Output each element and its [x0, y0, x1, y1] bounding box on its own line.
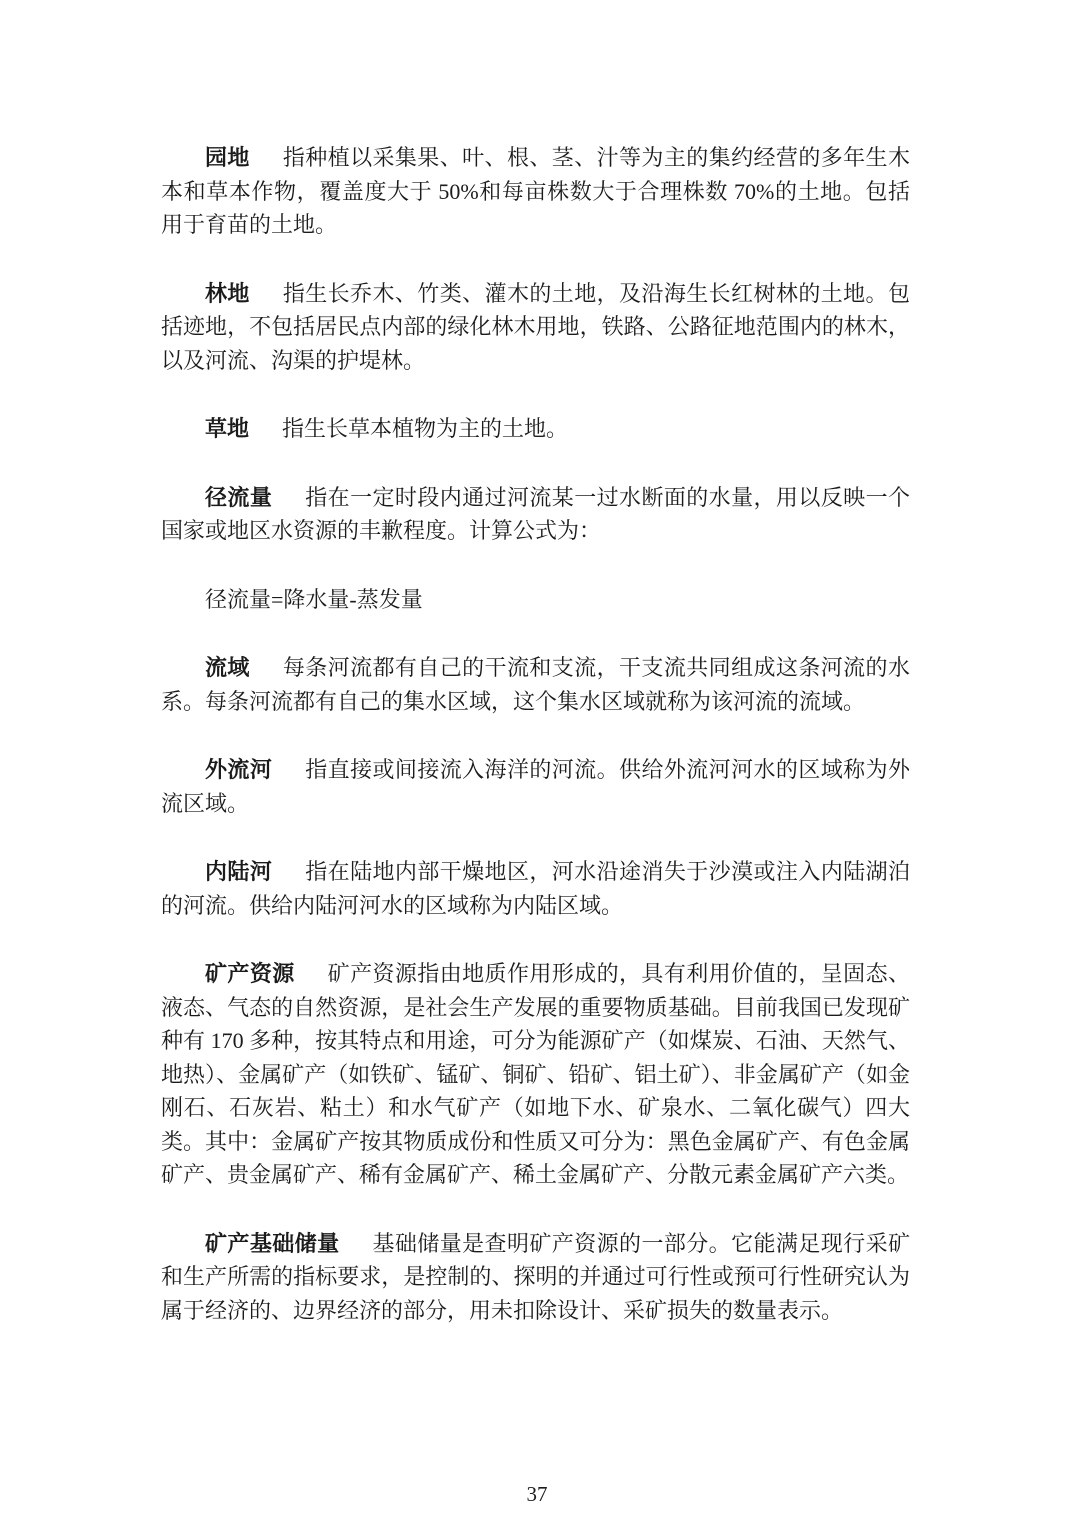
glossary-content	[161, 0, 910, 1362]
glossary-entry-mineral-resources	[161, 957, 910, 1192]
term-exorheic-river: 外流河	[205, 757, 273, 782]
page-number: 37	[526, 1482, 548, 1506]
page-footer	[0, 1482, 1074, 1507]
definition-inland-river: 指在陆地内部干燥地区，河水沿途消失于沙漠或注入内陆湖泊的河流。供给内陆河河水的区域称为内陆区域。	[161, 859, 910, 918]
term-runoff: 径流量	[205, 484, 273, 510]
definition-garden-land: 指种植以采集果、叶、根、茎、汁等为主的集约经营的多年生木本和草本作物，覆盖度大于 50%和每亩株数大于合理株数 70%的土地。包括用于育苗的土地。	[161, 145, 910, 237]
runoff-formula: 径流量=降水量-蒸发量	[205, 586, 423, 612]
term-drainage-basin: 流域	[205, 655, 250, 680]
definition-mineral-resources: 矿产资源指由地质作用形成的，具有利用价值的，呈固态、液态、气态的自然资源，是社会生产发展的重要物质基础。目前我国已发现矿种有 170 多种，按其特点和用途，可分为能源矿产（如煤炭、石油、天然气、地热）、金属矿产（如铁矿、锰矿、铜矿、铅矿、铝土矿）、非金属矿产（如金刚石、石灰岩、粘土）和水气矿产（如地下水、矿泉水、二氧化碳气）四大类。其中：金属矿产按其物质成份和性质又可分为：黑色金属矿产、有色金属矿产、贵金属矿产、稀有金属矿产、稀土金属矿产、分散元素金属矿产六类。	[161, 961, 910, 1187]
term-grassland: 草地	[205, 416, 250, 441]
glossary-entry-inland-river	[161, 855, 910, 922]
definition-mineral-base-reserves: 基础储量是查明矿产资源的一部分。它能满足现行采矿和生产所需的指标要求，是控制的、探明的并通过可行性或预可行性研究认为属于经济的、边界经济的部分，用未扣除设计、采矿损失的数量表示。	[161, 1230, 910, 1323]
glossary-entry-exorheic-river	[161, 753, 910, 820]
term-garden-land: 园地	[205, 145, 250, 170]
glossary-entry-runoff	[161, 481, 910, 548]
definition-runoff: 指在一定时段内通过河流某一过水断面的水量，用以反映一个国家或地区水资源的丰歉程度。计算公式为：	[161, 484, 910, 543]
definition-drainage-basin: 每条河流都有自己的干流和支流，干支流共同组成这条河流的水系。每条河流都有自己的集水区域，这个集水区域就称为该河流的流域。	[161, 655, 910, 714]
glossary-entry-garden-land	[161, 141, 910, 242]
glossary-entry-forest-land	[161, 277, 910, 378]
definition-exorheic-river: 指直接或间接流入海洋的河流。供给外流河河水的区域称为外流区域。	[161, 757, 910, 816]
glossary-entry-drainage-basin	[161, 651, 910, 718]
term-forest-land: 林地	[205, 280, 250, 306]
term-mineral-base-reserves: 矿产基础储量	[205, 1230, 340, 1256]
definition-grassland: 指生长草本植物为主的土地。	[282, 416, 569, 441]
glossary-entry-mineral-base-reserves	[161, 1227, 910, 1328]
glossary-entry-grassland	[161, 412, 910, 446]
term-inland-river: 内陆河	[205, 859, 273, 884]
definition-forest-land: 指生长乔木、竹类、灌木的土地，及沿海生长红树林的土地。包括迹地，不包括居民点内部的绿化林木用地，铁路、公路征地范围内的林木，以及河流、沟渠的护堤林。	[161, 280, 910, 373]
term-mineral-resources: 矿产资源	[205, 961, 295, 986]
